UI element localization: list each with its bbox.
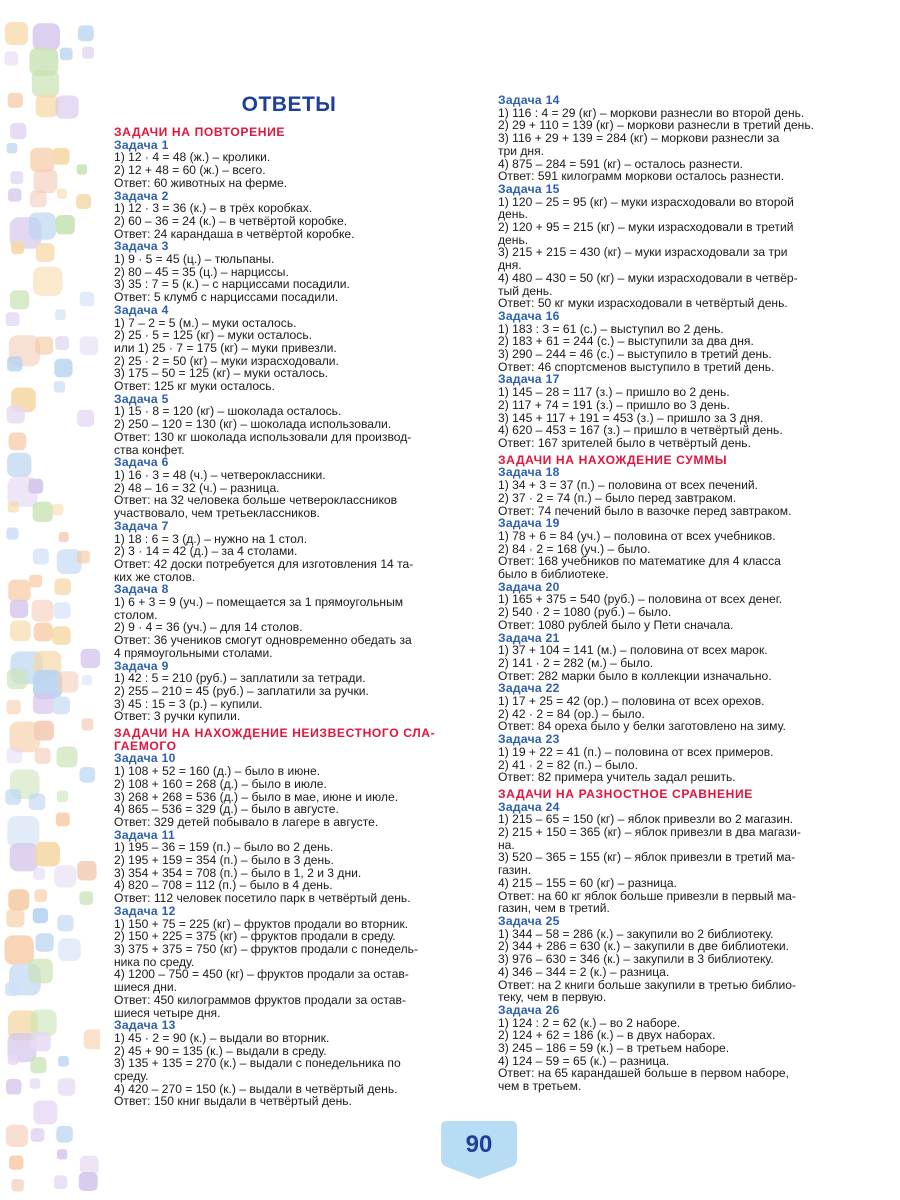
decor-square [11,1179,23,1191]
section-heading: ГАЕМОГО [114,738,177,753]
answer-line: Ответ: 168 учебников по математике для 4 класса [498,554,781,569]
solution-line: среду. [114,1069,149,1084]
decor-square [6,1125,28,1147]
solution-line: 1) 42 : 5 = 210 (руб.) – заплатили за тетради. [114,671,366,686]
decor-square [30,1078,41,1089]
decor-square [34,623,53,642]
answer-line: Ответ: 591 килограмм моркови осталось разнести. [498,169,785,184]
task-label: Задача 4 [114,302,169,317]
solution-line: 2) 42 · 2 = 84 (ор.) – было. [498,706,645,721]
solution-line: 2) 183 + 61 = 244 (с.) – выступили за два дня. [498,334,754,349]
solution-line: 2) 9 · 4 = 36 (уч.) – для 14 столов. [114,620,303,635]
right-column [498,94,848,1093]
decor-square [10,290,29,309]
solution-line: 3) 45 : 15 = 3 (р.) – купили. [114,696,263,711]
decor-square [54,865,76,887]
solution-line: 4) 865 – 536 = 329 (д.) – было в августе. [114,802,339,817]
decor-square [33,1101,57,1125]
decor-square [9,1156,23,1170]
task-label: Задача 13 [114,1018,176,1033]
answer-line: Ответ: 167 зрителей было в четвёртый день. [498,435,751,450]
decor-square [29,575,42,588]
task-label: Задача 7 [114,518,169,533]
answer-line: Ответ: 3 ручки купили. [114,709,241,724]
page-number: 90 [465,1131,493,1158]
solution-line: 1) 183 : 3 = 61 (с.) – выступил во 2 день. [498,321,724,336]
decor-square [33,908,48,923]
decor-square [36,243,55,262]
decor-square [84,1029,100,1049]
solution-line: 1) 165 + 375 = 540 (руб.) – половина от всех денег. [498,592,783,607]
task-label: Задача 2 [114,188,169,203]
decor-square [33,502,53,522]
solution-line: 2) 250 – 120 = 130 (кг) – шоколада использовали. [114,417,392,432]
section-heading: ЗАДАЧИ НА НАХОЖДЕНИЕ НЕИЗВЕСТНОГО СЛА- [114,726,436,741]
decor-square [35,337,53,355]
task-label: Задача 14 [498,93,560,107]
decor-square [55,336,69,350]
decor-square [35,889,48,902]
decor-square [82,675,92,685]
solution-line: 1) 150 + 75 = 225 (кг) – фруктов продали во вторник. [114,916,409,931]
decor-square [6,1079,22,1095]
decor-square [56,813,70,827]
decor-square [30,190,47,207]
answer-line: Ответ: 46 спортсменов выступило в третий день. [498,359,775,374]
section-heading: ЗАДАЧИ НА НАХОЖДЕНИЕ СУММЫ [498,452,728,467]
decor-square [57,915,73,931]
decor-square [5,789,21,805]
answer-line: Ответ: 5 клумб с нарциссами посадили. [114,290,339,305]
decor-square [54,1175,68,1189]
solution-line: столом. [114,607,158,622]
decor-square [34,169,58,193]
decor-square [52,626,71,645]
decor-square [11,241,24,254]
decor-square [82,47,94,59]
decor-square [56,1126,73,1143]
task-label: Задача 26 [498,1002,560,1017]
solution-line: шиеся дни. [114,980,177,995]
answer-line: Ответ: 150 книг выдали в четвёртый день. [114,1094,352,1109]
solution-line: 4 прямоугольными столами. [114,645,273,660]
decor-square [33,549,49,565]
task-label: Задача 24 [498,799,560,814]
section-heading: ЗАДАЧИ НА ПОВТОРЕНИЕ [114,125,286,139]
solution-line: 4) 420 – 270 = 150 (к.) – выдали в четвёртый день. [114,1081,398,1096]
decor-square [79,891,93,905]
task-label: Задача 20 [498,579,560,594]
solution-line: 2) 29 + 110 = 139 (кг) – моркови разнесли в третий день. [498,118,815,133]
solution-line: 2) 37 · 2 = 74 (п.) – было перед завтраком. [498,490,737,505]
decor-square [54,602,71,619]
answer-line: Ответ: 42 доски потребуется для изготовления 14 та- [114,556,414,571]
decor-square [52,697,70,715]
decorative-squares-border [0,0,100,1200]
decor-square [35,748,51,764]
solution-line: 1) 124 : 2 = 62 (к.) – во 2 наборе. [498,1015,681,1030]
decor-square [57,747,78,768]
answer-line: Ответ: 74 печений было в вазочке перед завтраком. [498,503,792,518]
decor-square [6,700,20,714]
solution-line: 1) 7 – 2 = 5 (м.) – муки осталось. [114,315,297,330]
decor-square [5,935,34,964]
solution-line: 3) 375 + 375 = 750 (кг) – фруктов продали с понедель- [114,942,418,956]
solution-line: 1) 6 + 3 = 9 (уч.) – помещается за 1 прямоугольным [114,595,404,610]
answer-line: Ответ: 50 кг муки израсходовали в четвёртый день. [498,296,788,311]
answer-line: Ответ: на 2 книги больше закупили в третью библио- [498,977,796,992]
solution-line: 2) 255 – 210 = 45 (руб.) – заплатили за ручки. [114,683,369,698]
solution-line: 1) 116 : 4 = 29 (кг) – моркови разнесли во второй день. [498,105,805,120]
task-label: Задача 16 [498,308,560,323]
solution-line: 1) 16 · 3 = 48 (ч.) – четвероклассники. [114,467,326,482]
task-label: Задача 1 [114,137,169,152]
decor-square [7,669,28,690]
solution-line: 2) 12 + 48 = 60 (ж.) – всего. [114,163,266,178]
solution-line: на. [498,837,515,852]
decor-square [55,310,66,321]
decor-square [10,171,23,184]
decor-square [58,938,81,961]
decor-square [76,194,91,209]
decor-square [36,95,59,118]
decor-square [81,649,100,668]
answer-line: Ответ: 24 карандаша в четвёртой коробке. [114,226,355,241]
decor-square [7,747,23,763]
decor-square [31,1128,45,1142]
answer-line: Ответ: 450 килограммов фруктов продали за остав- [114,992,406,1007]
solution-line: 1) 15 · 8 = 120 (кг) – шоколада осталось. [114,404,342,419]
decor-square [30,148,54,172]
solution-line: 3) 290 – 244 = 46 (с.) – выступило в третий день. [498,347,772,362]
decor-square [80,1156,99,1175]
answer-line: Ответ: 84 ореха было у белки заготовлено на зиму. [498,719,786,734]
task-label: Задача 22 [498,681,560,696]
answer-line: Ответ: 125 кг муки осталось. [114,379,275,394]
solution-line: чем в третьем. [498,1079,582,1094]
task-label: Задача 10 [114,751,176,766]
decor-square [77,410,94,427]
solution-line: 2) 150 + 225 = 375 (кг) – фруктов продали в среду. [114,929,396,944]
decor-square [7,143,18,154]
answer-line: Ответ: на 32 человека больше четвероклассников [114,493,398,508]
decor-square [35,933,53,951]
task-label: Задача 17 [498,372,560,387]
solution-line: 2) 124 + 62 = 186 (к.) – в двух наборах. [498,1028,716,1043]
decor-square [33,693,54,714]
solution-line: шиеся четыре дня. [114,1005,221,1020]
decor-square [29,794,46,811]
solution-line: теку, чем в первую. [498,990,607,1005]
decor-square [33,267,62,296]
decor-square [52,504,64,516]
answer-line: Ответ: 282 марки было в коллекции изначально. [498,668,772,683]
decor-square [8,501,19,512]
solution-line: 2) 215 + 150 = 365 (кг) – яблок привезли в два магази- [498,825,801,840]
decor-square [5,982,19,996]
solution-line: 2) 80 – 45 = 35 (ц.) – нарциссы. [114,264,289,279]
decor-square [7,356,22,371]
task-label: Задача 9 [114,658,169,673]
answer-line: Ответ: 112 человек посетило парк в четвёртый день. [114,891,411,906]
solution-line: 2) 48 – 16 = 32 (ч.) – разница. [114,480,280,495]
solution-line: 2) 25 · 5 = 125 (кг) – муки осталось. [114,328,312,343]
task-label: Задача 23 [498,732,560,747]
decor-square [80,336,99,355]
solution-line: 1) 120 – 25 = 95 (кг) – муки израсходовали во второй [498,194,794,209]
solution-line: 2) 84 · 2 = 168 (уч.) – было. [498,541,651,556]
decor-square [79,1172,98,1191]
decor-square [34,721,54,741]
solution-line: 1) 37 + 104 = 141 (м.) – половина от всех марок. [498,643,768,658]
decor-square [10,600,28,618]
task-label: Задача 18 [498,465,560,480]
answer-line: Ответ: 36 учеников смогут одновременно обедать за [114,633,412,648]
solution-line: газин. [498,863,532,878]
solution-line: 4) 215 – 155 = 60 (кг) – разница. [498,875,678,890]
decor-square [5,22,28,45]
solution-line: 3) 976 – 630 = 346 (к.) – закупили в 3 библиотеку. [498,952,774,967]
decor-square [53,148,70,165]
solution-line: 3) 245 – 186 = 59 (к.) – в третьем наборе. [498,1041,730,1056]
solution-line: 3) 116 + 29 + 139 = 284 (кг) – моркови разнесли за [498,131,780,146]
task-label: Задача 5 [114,391,169,406]
decor-square [54,381,65,392]
answer-line: Ответ: 60 животных на ферме. [114,175,288,190]
answer-line: Ответ: 329 детей побывало в лагере в августе. [114,814,379,829]
task-label: Задача 15 [498,181,560,196]
solution-line: 2) 117 + 74 = 191 (з.) – пришло во 3 день. [498,397,730,412]
decor-square [56,215,75,234]
decor-square [7,405,25,423]
solution-line: 1) 19 + 22 = 41 (п.) – половина от всех примеров. [498,744,774,759]
decor-square [8,93,23,108]
decor-square [31,1032,51,1052]
decor-square [57,189,67,199]
solution-line: 4) 1200 – 750 = 450 (кг) – фруктов продали за остав- [114,967,409,982]
answer-line: Ответ: 130 кг шоколада использовали для производ- [114,429,412,444]
solution-line: 1) 344 – 58 = 286 (к.) – закупили во 2 библиотеку. [498,926,774,941]
solution-line: ких же столов. [114,569,196,584]
solution-line: 1) 12 · 3 = 36 (к.) – в трёх коробках. [114,201,313,216]
solution-line: 1) 215 – 65 = 150 (кг) – яблок привезли во 2 магазин. [498,812,794,827]
solution-line: 4) 346 – 344 = 2 (к.) – разница. [498,964,670,979]
solution-line: 1) 45 · 2 = 90 (к.) – выдали во вторник. [114,1030,330,1045]
decor-square [33,23,60,50]
decor-square [80,767,96,783]
decor-square [7,453,31,477]
decor-square [81,718,93,730]
solution-line: было в библиотеке. [498,567,609,582]
solution-line: 2) 108 + 160 = 268 (д.) – было в июле. [114,776,327,791]
decor-square [80,292,94,306]
decor-square [57,671,78,692]
solution-line: 2) 41 · 2 = 82 (п.) – было. [498,757,638,772]
decor-square [59,532,69,542]
decor-square [29,213,56,240]
decor-square [54,359,72,377]
page-title: ОТВЕТЫ [241,93,337,116]
decor-square [30,1057,46,1073]
solution-line: 1) 12 · 4 = 48 (ж.) – кролики. [114,150,271,165]
decor-square [77,861,97,881]
decor-square [78,25,94,41]
solution-line: 1) 145 – 28 = 117 (з.) – пришло во 2 день. [498,385,730,400]
solution-line: 4) 480 – 430 = 50 (кг) – муки израсходовали в четвёр- [498,270,798,285]
decor-square [55,579,72,596]
solution-line: 2) 344 + 286 = 630 (к.) – закупили в две библиотеки. [498,939,790,954]
decor-square [28,479,43,494]
solution-line: 4) 124 – 59 = 65 (к.) – разница. [498,1053,670,1068]
solution-line: 1) 34 + 3 = 37 (п.) – половина от всех печений. [498,478,758,493]
decor-square [58,1056,69,1067]
decor-square [57,791,68,803]
solution-line: 3) 268 + 268 = 536 (д.) – было в мае, июне и июле. [114,789,399,804]
solution-line: 1) 108 + 52 = 160 (д.) – было в июне. [114,764,321,779]
solution-line: 2) 3 · 14 = 42 (д.) – за 4 столами. [114,544,298,559]
answer-line: Ответ: на 65 карандашей больше в первом наборе, [498,1066,790,1081]
decor-square [6,909,24,927]
solution-line: 1) 78 + 6 = 84 (уч.) – половина от всех учебников. [498,528,776,543]
decor-square [60,48,73,61]
decor-square [8,580,30,602]
task-label: Задача 21 [498,630,560,645]
solution-line: 2) 540 · 2 = 1080 (руб.) – было. [498,605,672,620]
answer-line: Ответ: на 60 кг яблок больше привезли в первый ма- [498,888,796,903]
task-label: Задача 25 [498,914,560,928]
decor-square [32,600,54,622]
solution-line: 3) 520 – 365 = 155 (кг) – яблок привезли в третий ма- [498,850,796,865]
decor-square [57,1149,67,1159]
section-heading: ЗАДАЧИ НА РАЗНОСТНОЕ СРАВНЕНИЕ [498,786,753,801]
task-label: Задача 19 [498,516,560,531]
solution-line: газин, чем в третий. [498,901,610,916]
task-label: Задача 11 [114,827,175,842]
decor-square [8,1054,19,1065]
decor-square [56,96,79,119]
solution-line: 3) 175 – 50 = 125 (кг) – муки осталось. [114,366,329,381]
solution-line: тый день. [498,283,553,298]
solution-line: 2) 60 – 36 = 24 (к.) – в четвёртой коробке. [114,213,348,228]
answer-line: Ответ: 82 примера учитель задал решить. [498,770,736,785]
solution-line: 3) 35 : 7 = 5 (к.) – с нарциссами посадили. [114,277,350,292]
solution-line: 1) 17 + 25 = 42 (ор.) – половина от всех орехов. [498,694,765,709]
solution-line: 4) 620 – 453 = 167 (з.) – пришло в четвёртый день. [498,423,783,438]
solution-line: дня. [498,258,522,273]
solution-line: 2) 25 · 2 = 50 (кг) – муки израсходовали. [114,353,339,368]
solution-line: участвовало, чем третьеклассников. [114,506,320,521]
decor-square [35,842,60,867]
solution-line: 3) 145 + 117 + 191 = 453 (з.) – пришло за 3 дня. [498,410,764,425]
task-label: Задача 12 [114,903,176,918]
solution-line: 2) 120 + 95 = 215 (кг) – муки израсходовали в третий [498,220,794,235]
decor-square [8,188,21,201]
solution-line: 3) 354 + 354 = 708 (п.) – было в 1, 2 и 3 дни. [114,865,362,880]
answer-line: Ответ: 1080 рублей было у Пети сначала. [498,617,734,632]
task-label: Задача 6 [114,455,169,470]
solution-line: 1) 9 · 5 = 45 (ц.) – тюльпаны. [114,252,275,267]
task-label: Задача 3 [114,239,169,254]
decor-square [77,164,87,174]
solution-line: 1) 195 – 36 = 159 (п.) – было во 2 день. [114,840,334,855]
solution-line: три дня. [498,143,545,158]
decor-square [9,433,27,451]
decor-square [32,70,59,97]
decor-square [28,959,53,984]
solution-line: 3) 215 + 215 = 430 (кг) – муки израсходовали за три [498,245,788,260]
solution-line: или 1) 25 · 7 = 175 (кг) – муки привезли. [114,340,337,355]
decor-square [8,889,29,910]
solution-line: 1) 18 : 6 = 3 (д.) – нужно на 1 стол. [114,531,308,546]
solution-line: 2) 141 · 2 = 282 (м.) – было. [498,655,654,670]
solution-line: ства конфет. [114,442,185,457]
decor-square [10,621,31,642]
decor-square [6,528,18,540]
decor-square [10,843,38,871]
decor-square [10,123,26,139]
decor-square [58,1078,76,1096]
solution-line: 2) 45 + 90 = 135 (к.) – выдали в среду. [114,1043,327,1058]
solution-line: 3) 135 + 135 = 270 (к.) – выдали с понедельника по [114,1056,401,1071]
solution-line: 4) 875 – 284 = 591 (кг) – осталось разнести. [498,156,743,171]
decor-square [6,312,20,326]
task-label: Задача 8 [114,582,169,597]
decor-square [77,551,90,564]
decor-square [33,868,45,880]
solution-line: день. [498,207,529,222]
solution-line: 4) 820 – 708 = 112 (п.) – было в 4 день. [114,878,333,893]
solution-line: 2) 195 + 159 = 354 (п.) – было в 3 день. [114,853,334,868]
solution-line: ника по среду. [114,954,195,969]
decor-square [4,52,18,66]
left-column [114,92,464,1108]
solution-line: день. [498,232,529,247]
